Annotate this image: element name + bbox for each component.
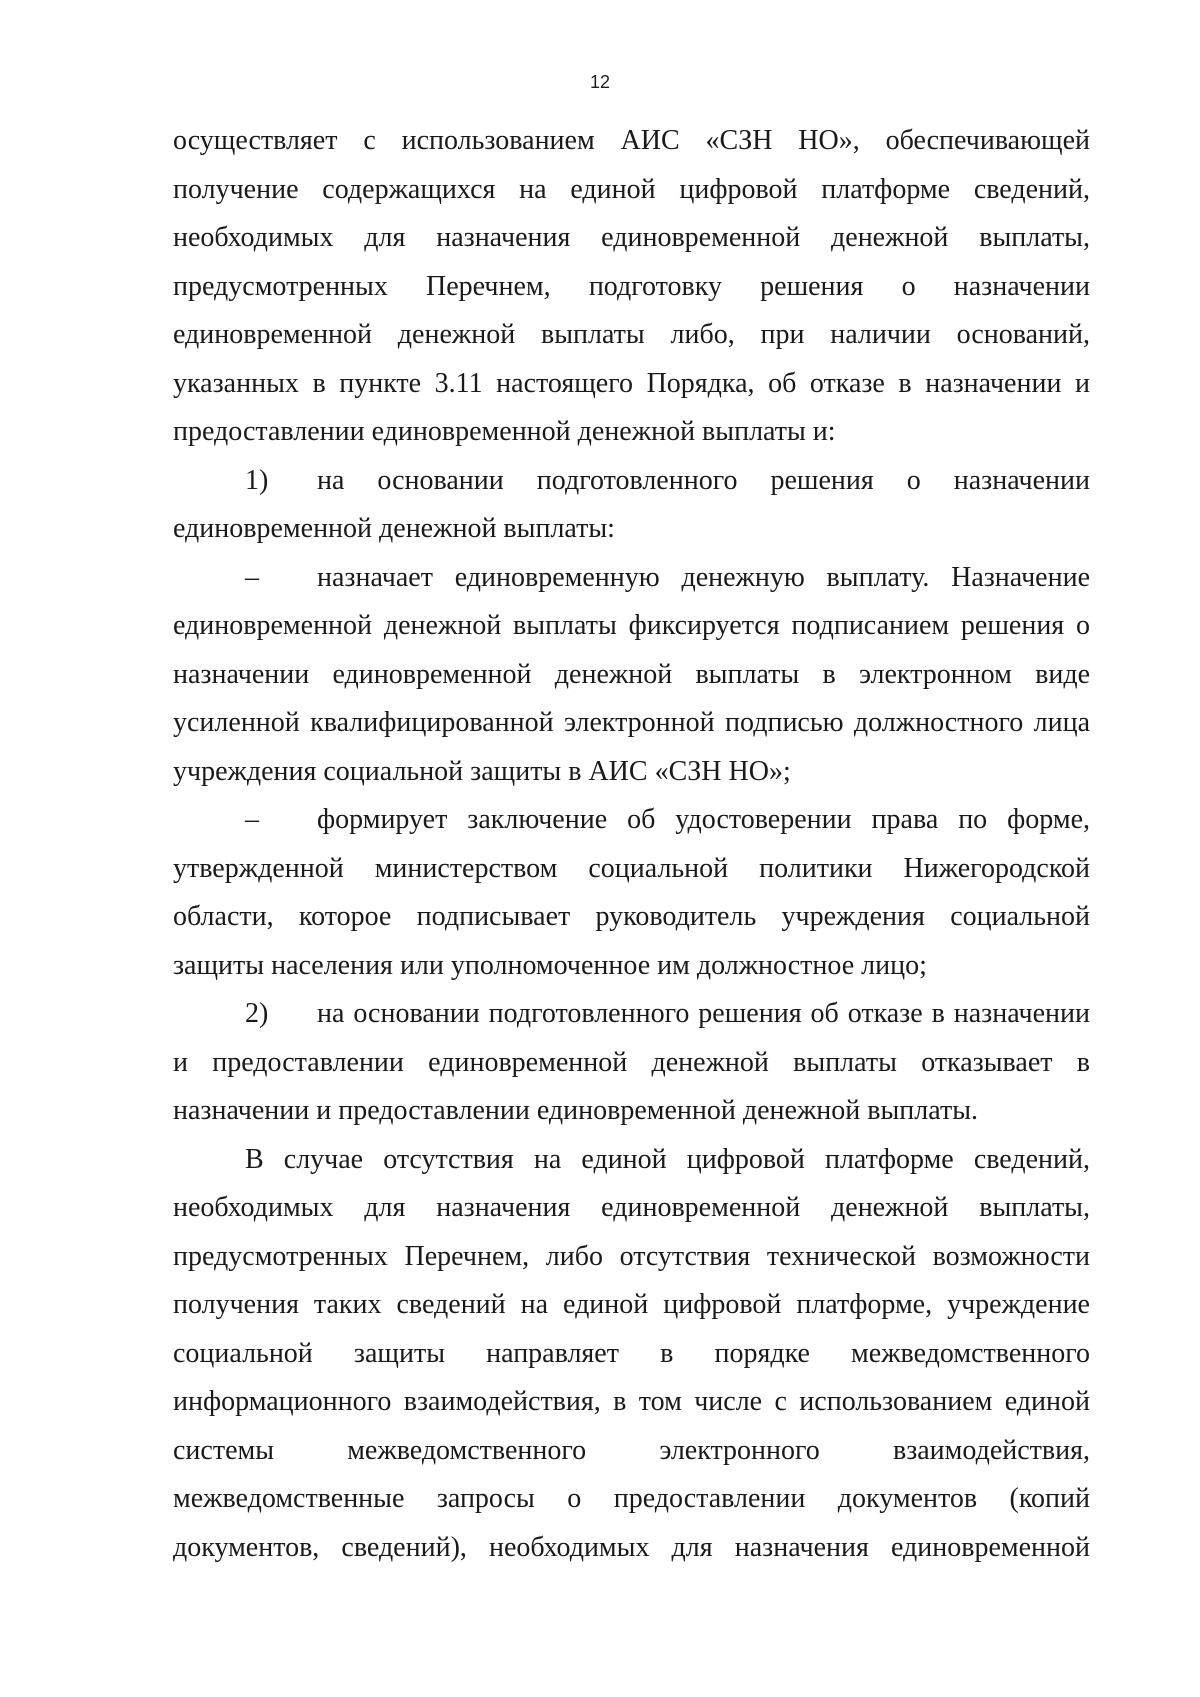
dash-item-1 [173, 554, 1090, 797]
paragraph-continuation: осуществляет с использованием АИС «СЗН НО», обеспечивающей получение содержащихся на единой цифровой платформе сведений, необходимых для назначения единовременной денежной выплаты, предусмотренных Перечнем, подготовку решения о назначении единовременной денежной выплаты либо, при наличии оснований, указанных в пункте 3.11 настоящего Порядка, об отказе в назначении и предоставлении единовременной денежной выплаты и: [173, 125, 1090, 447]
list-marker-2: 2) [245, 998, 269, 1029]
list-item-2 [173, 990, 1090, 1136]
dash-marker-1: – [245, 561, 259, 593]
list-item-1 [173, 457, 1090, 554]
dash-item-2-text: формирует заключение об удостоверении права по форме, утвержденной министерством социальной политики Нижегородской области, которое подписывает руководитель учреждения социальной защиты населения или уполномоченное им должностное лицо; [173, 804, 1090, 981]
dash-item-1-text: назначает единовременную денежную выплату. Назначение единовременной денежной выплаты фиксируется подписанием решения о назначении единовременной денежной выплаты в электронном виде усиленной квалифицированной электронной подписью должностного лица учреждения социальной защиты в АИС «СЗН НО»; [173, 561, 1090, 787]
dash-item-2 [173, 796, 1090, 990]
list-item-1-text: на основании подготовленного решения о назначении единовременной денежной выплаты: [173, 464, 1090, 544]
page-number: 12 [589, 72, 611, 92]
paragraph-absence-case: В случае отсутствия на единой цифровой платформе сведений, необходимых для назначения единовременной денежной выплаты, предусмотренных Перечнем, либо отсутствия технической возможности получения таких сведений на единой цифровой платформе, учреждение социальной защиты направляет в порядке межведомственного информационного взаимодействия, в том числе с использованием единой системы межведомственного электронного взаимодействия, межведомственные запросы о предоставлении документов (копий документов, сведений), необходимых для назначения единовременной [173, 1143, 1090, 1563]
document-body [173, 117, 1090, 1572]
list-marker-1: 1) [245, 464, 269, 496]
list-item-2-text: на основании подготовленного решения об отказе в назначении и предоставлении единовременной денежной выплаты отказывает в назначении и предоставлении единовременной денежной выплаты. [173, 998, 1090, 1126]
dash-marker-2: – [245, 804, 259, 835]
